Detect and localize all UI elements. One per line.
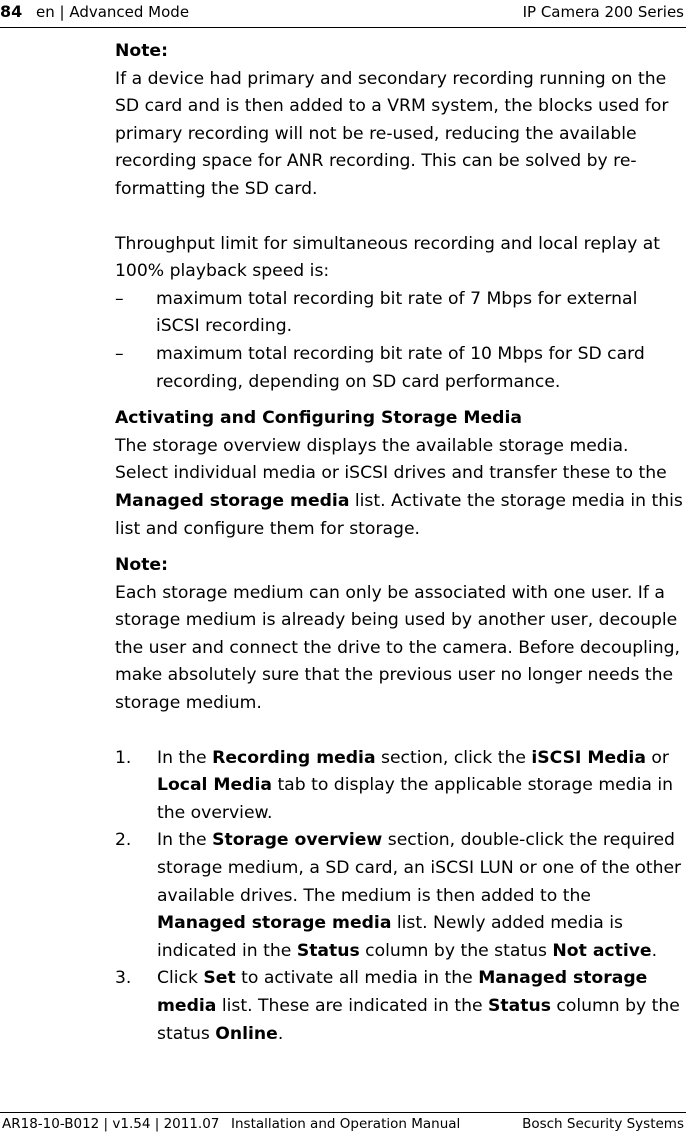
note-text: Each storage medium can only be associated with one user. If a storage medium is already being used by another user, decouple the user and connect the drive to the camera. Before decoupling, make absolutely sure that the previous user no longer needs the storage medium. (115, 582, 680, 714)
step-number: 2. (115, 830, 132, 851)
header-rule (0, 27, 686, 28)
list-item-text: maximum total recording bit rate of 7 Mbps for external iSCSI recording. (156, 288, 638, 337)
list-item-text: maximum total recording bit rate of 10 Mbps for SD card recording, depending on SD card performance. (156, 343, 645, 392)
step-number: 1. (115, 747, 132, 768)
page-footer (0, 1112, 686, 1136)
footer-rule (0, 1112, 686, 1113)
step-item: 1. In the Recording media section, click the iSCSI Media or Local Media tab to display the applicable storage media in the overview. (115, 745, 683, 828)
throughput-intro: Throughput limit for simultaneous recording and local replay at 100% playback speed is: (115, 233, 661, 282)
section-paragraph: The storage overview displays the available storage media. (115, 435, 629, 456)
step-item: 2. In the Storage overview section, double-click the required storage medium, a SD card, an iSCSI LUN or one of the other available drives. The medium is then added to the Managed storage media list. Newly added media is indicated in the Status column by the status Not active. (115, 827, 683, 965)
page-body (115, 38, 683, 1048)
page-header (0, 0, 686, 29)
section-heading: Activating and Configuring Storage Media (115, 408, 522, 429)
step-number: 3. (115, 968, 132, 989)
step-item: 3. Click Set to activate all media in the Managed storage media list. These are indicated in the Status column by the status Online. (115, 965, 683, 1048)
page-number: 84 (0, 2, 23, 21)
list-item (115, 286, 683, 341)
note-label: Note: (115, 41, 168, 61)
section-paragraph: Select individual media or iSCSI drives and transfer these to the Managed storage media list. Activate the storage media in this list and configure them for storage. (115, 463, 683, 539)
footer-doc-id: AR18-10-B012 | v1.54 | 2011.07 (2, 1116, 220, 1132)
note-label: Note: (115, 555, 168, 576)
note-text: If a device had primary and secondary recording running on the SD card and is then added to a VRM system, the blocks used for primary recording will not be re-used, reducing the available recording space for ANR recording. This can be solved by re-formatting the SD card. (115, 68, 669, 199)
footer-company: Bosch Security Systems (522, 1116, 684, 1132)
header-section: en | Advanced Mode (36, 3, 190, 21)
list-item (115, 341, 683, 396)
bullet-dash: – (115, 343, 124, 364)
footer-manual: Installation and Operation Manual (231, 1116, 461, 1132)
header-product: IP Camera 200 Series (522, 3, 684, 21)
bold-term: Managed storage media (115, 490, 350, 511)
bullet-dash: – (115, 288, 124, 309)
steps-list (115, 745, 683, 1049)
